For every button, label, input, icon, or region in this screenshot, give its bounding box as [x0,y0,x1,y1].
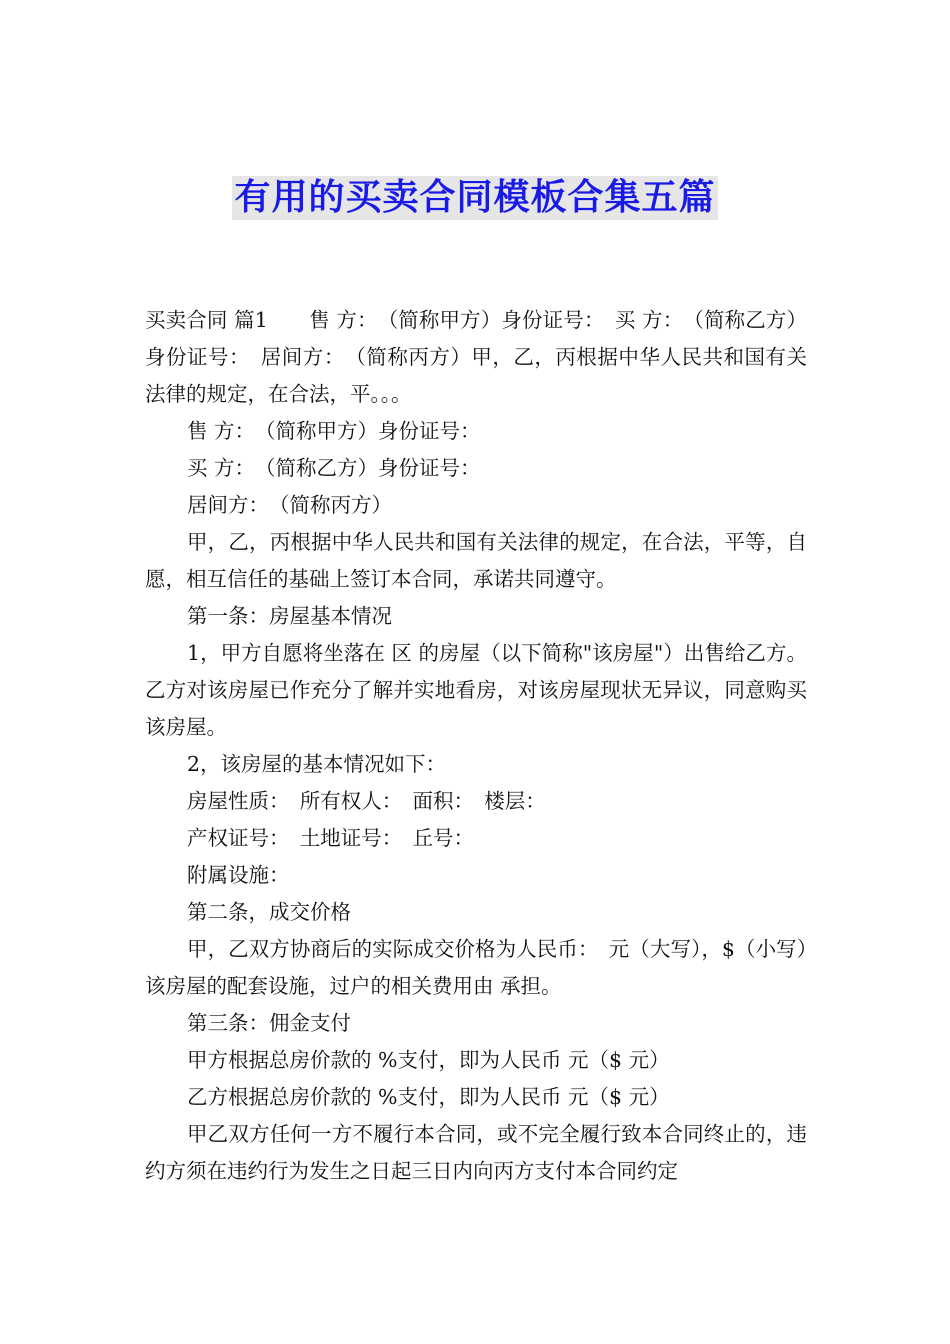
paragraph: 2，该房屋的基本情况如下： [187,752,447,776]
paragraph: 甲，乙，丙根据中华人民共和国有关法律的规定，在合法，平等，自愿，相互信任的基础上签订本合同，承诺共同遵守。 [145,530,807,591]
document-body [145,302,807,1190]
paragraph: 产权证号： 土地证号： 丘号： [187,826,474,850]
paragraph: 乙方根据总房价款的 %支付，即为人民币 元（$ 元） [187,1085,670,1109]
paragraph: 房屋性质： 所有权人： 面积： 楼层： [187,789,546,813]
paragraph: 售 方： （简称甲方）身份证号： [187,419,481,443]
paragraph: 甲方根据总房价款的 %支付，即为人民币 元（$ 元） [187,1048,670,1072]
paragraph: 1，甲方自愿将坐落在 区 的房屋（以下简称"该房屋"）出售给乙方。乙方对该房屋已作充分了解并实地看房，对该房屋现状无异议，同意购买该房屋。 [145,641,807,739]
paragraph: 居间方： （简称丙方） [187,493,392,517]
paragraph: 买 方： （简称乙方）身份证号： [187,456,481,480]
section-heading: 第三条：佣金支付 [187,1011,351,1035]
paragraph: 甲，乙双方协商后的实际成交价格为人民币： 元（大写），$（小写）该房屋的配套设施，过户的相关费用由 承担。 [145,937,807,998]
title-container [0,176,950,220]
section-heading: 第一条：房屋基本情况 [187,604,392,628]
paragraph: 买卖合同 篇1 售 方： （简称甲方）身份证号： 买 方： （简称乙方）身份证号： 居间方： （简称丙方）甲，乙，丙根据中华人民共和国有关法律的规定，在合法，平。。。 [145,308,807,406]
paragraph: 甲乙双方任何一方不履行本合同，或不完全履行致本合同终止的，违约方须在违约行为发生之日起三日内向丙方支付本合同约定 [145,1122,807,1183]
section-heading: 第二条，成交价格 [187,900,351,924]
paragraph: 附属设施： [187,863,290,887]
document-title: 有用的买卖合同模板合集五篇 [234,177,716,218]
